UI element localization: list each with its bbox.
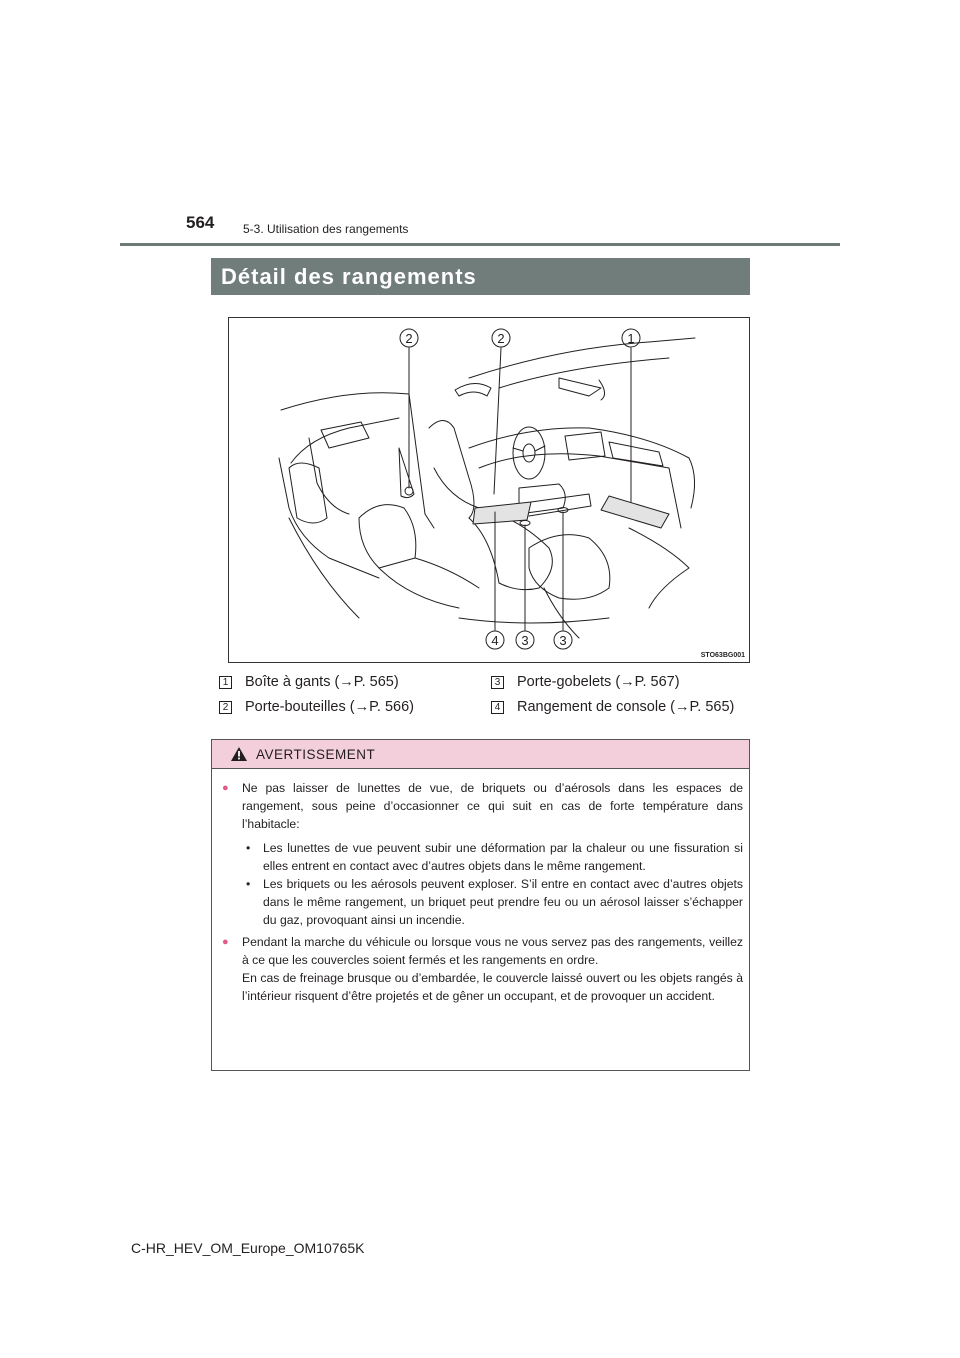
callout-2b: 2	[497, 331, 505, 346]
legend-item-glove-box	[219, 674, 399, 690]
legend-number: 3	[491, 676, 504, 689]
callout-circles	[400, 329, 640, 649]
figure-code: STO63BG001	[700, 652, 745, 659]
callout-3a: 3	[521, 633, 529, 648]
page-number: 564	[186, 213, 215, 232]
warning-bullet	[222, 779, 743, 929]
callout-3b: 3	[559, 633, 567, 648]
sub-bullet-icon: •	[246, 841, 251, 855]
warning-title: AVERTISSEMENT	[256, 746, 376, 762]
legend-item-console-box	[491, 699, 734, 715]
legend-number: 4	[491, 701, 504, 714]
legend-label: Rangement de console (→P. 565)	[517, 699, 735, 715]
warning-header	[212, 740, 749, 769]
header-divider	[120, 243, 840, 246]
car-interior-drawing	[229, 318, 749, 662]
section-title-bar	[211, 258, 750, 295]
warning-box	[211, 739, 750, 1071]
sub-bullet-icon: •	[246, 877, 251, 891]
interior-illustration	[228, 317, 750, 663]
warning-subitem-text: Les briquets ou les aérosols peuvent exploser. S’il entre en contact avec d’autres objets dans le même rangement, un briquet peut prendre feu ou un aérosol laisser s’échapper du gaz, provoquant ainsi un incendie.	[263, 877, 743, 927]
bullet-dot-icon: ●	[222, 936, 229, 948]
legend-item-bottle-holder	[219, 699, 414, 715]
warning-subitem	[242, 875, 743, 929]
legend-label: Porte-gobelets (→P. 567)	[517, 674, 680, 690]
warning-paragraph: En cas de freinage brusque ou d’embardée, le couvercle laissé ouvert ou les objets rangés à l’intérieur risquent d’être projetés et de gêner un occupant, et de provoquer un accident.	[242, 971, 743, 1003]
section-reference: 5-3. Utilisation des rangements	[243, 222, 409, 236]
legend-label: Porte-bouteilles (→P. 566)	[245, 699, 414, 715]
legend-number: 2	[219, 701, 232, 714]
warning-paragraph: Ne pas laisser de lunettes de vue, de briquets ou d’aérosols dans les espaces de rangement, sous peine d’occasionner ce qui suit en cas de forte température dans l’habitacle:	[242, 781, 743, 831]
footer-document-id: C-HR_HEV_OM_Europe_OM10765K	[131, 1240, 365, 1256]
legend-label: Boîte à gants (→P. 565)	[245, 674, 399, 690]
warning-paragraph: Pendant la marche du véhicule ou lorsque vous ne vous servez pas des rangements, veillez à ce que les couvercles soient fermés et les rangements en ordre.	[242, 935, 743, 967]
section-title: Détail des rangements	[221, 263, 477, 289]
bullet-dot-icon: ●	[222, 782, 229, 794]
warning-bullet	[222, 933, 743, 1005]
warning-triangle-icon	[230, 746, 248, 762]
callout-2a: 2	[405, 331, 413, 346]
legend-item-cup-holder	[491, 674, 680, 690]
warning-body	[212, 769, 749, 1005]
legend-number: 1	[219, 676, 232, 689]
warning-subitem-text: Les lunettes de vue peuvent subir une déformation par la chaleur ou une fissuration si elles entrent en contact avec d’autres objets dans le même rangement.	[263, 841, 743, 873]
warning-subitem	[242, 839, 743, 875]
callout-4: 4	[491, 633, 499, 648]
callout-1: 1	[627, 331, 635, 346]
